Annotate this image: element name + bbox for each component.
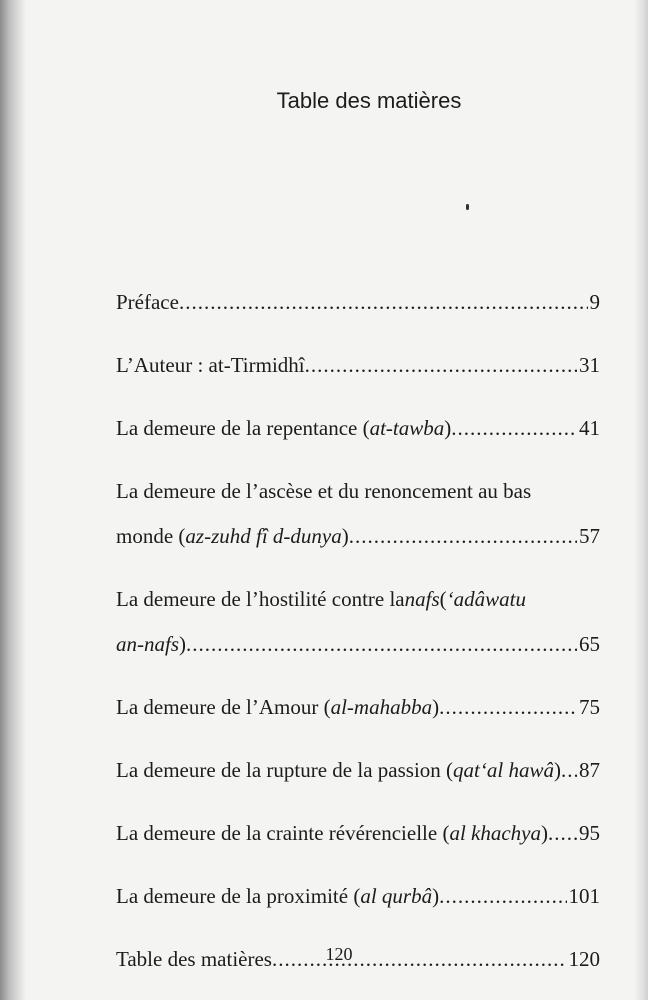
page-title: Table des matières: [276, 88, 462, 113]
leader-dots: [349, 516, 577, 556]
toc-entry[interactable]: La demeure de l’Amour ( al-mahabba ) ..... 75: [116, 687, 600, 727]
toc-page-number: 87: [579, 758, 600, 782]
toc-entry[interactable]: La demeure de la proximité ( al qurbâ ) ..... 101: [116, 876, 600, 916]
toc-page-number: 75: [579, 695, 600, 719]
toc-page-number: 57: [579, 524, 600, 548]
toc-page-number: 41: [579, 416, 600, 440]
toc-entry[interactable]: Table des matières ..... 120: [116, 939, 600, 979]
toc-page-number: 31: [579, 353, 600, 377]
toc-entry[interactable]: La demeure de la repentance ( at-tawba ) ..... 41: [116, 408, 600, 448]
toc-entry[interactable]: La demeure de la crainte révérencielle ( al khachya ) ..... 95: [116, 813, 600, 853]
toc-entry[interactable]: La demeure de l’ascèse et du renoncement au bas monde ( az-zuhd fî d-dunya ) ..... 57: [116, 471, 600, 556]
leader-dots: [305, 345, 577, 385]
page-edge-shadow: [634, 0, 648, 1000]
page-number: 120: [325, 944, 353, 964]
page-gutter-shadow: [0, 0, 26, 1000]
leader-dots: [179, 282, 588, 322]
leader-dots: [451, 408, 577, 448]
toc-entry[interactable]: L’Auteur : at-Tirmidhî ..... 31: [116, 345, 600, 385]
leader-dots: [439, 687, 577, 727]
ink-speck: [466, 204, 469, 210]
toc-page-number: 120: [568, 947, 600, 971]
toc-entry[interactable]: Préface ..... 9: [116, 282, 600, 322]
toc-page-number: 65: [579, 632, 600, 656]
toc-page-number: 101: [568, 884, 600, 908]
leader-dots: [561, 750, 577, 790]
leader-dots: [186, 624, 577, 664]
toc-entry[interactable]: La demeure de la rupture de la passion ( qat‘al hawâ ) ..... 87: [116, 750, 600, 790]
leader-dots: [548, 813, 577, 853]
leader-dots: [439, 876, 566, 916]
toc-entry[interactable]: La demeure de l’hostilité contre la nafs ( ‘adâwatu an-nafs ) ..... 65: [116, 579, 600, 664]
toc-page-number: 9: [589, 290, 600, 314]
toc-page-number: 95: [579, 821, 600, 845]
table-of-contents: [116, 282, 600, 979]
